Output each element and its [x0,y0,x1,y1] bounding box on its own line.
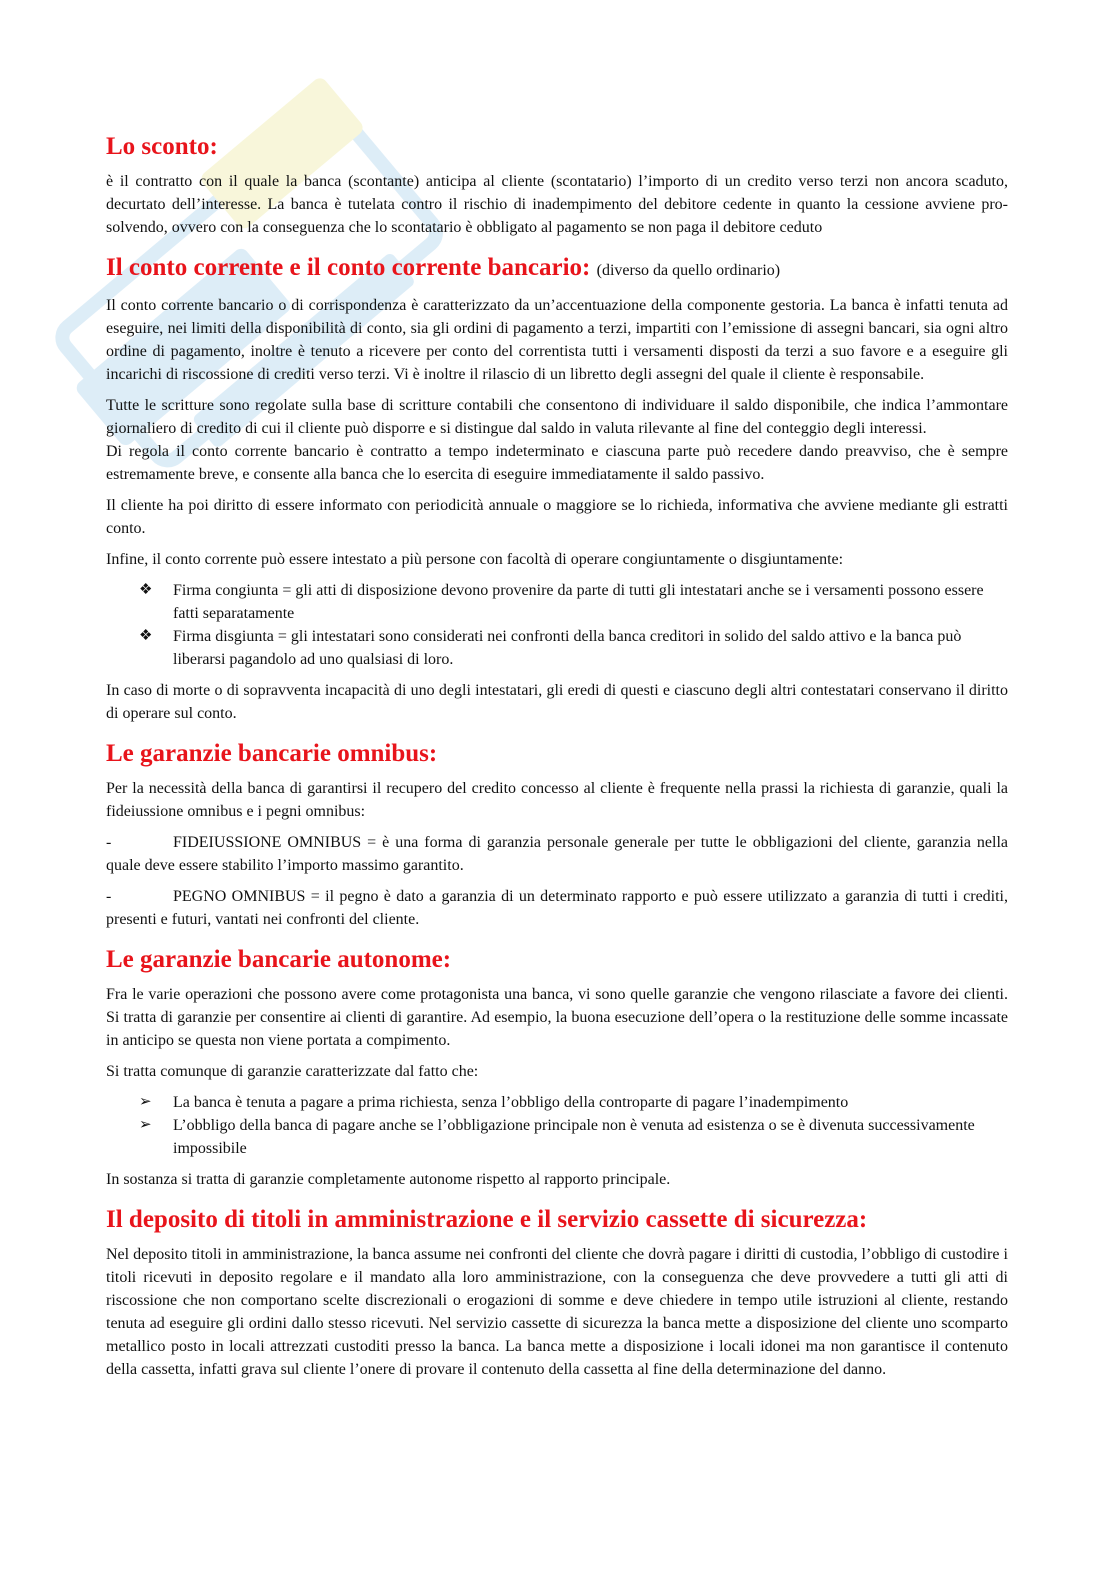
list-item-text: Firma disgiunta = gli intestatari sono considerati nei confronti della banca creditori in solido del saldo attivo e la banca può liberarsi pagandolo ad uno qualsiasi di loro. [173,628,962,668]
dash-item [106,885,1008,931]
list-item-text: Firma congiunta = gli atti di disposizione devono provenire da parte di tutti gli intestatari anche se i versamenti possono essere fatti separatamente [173,582,984,622]
section-sconto [106,132,1008,239]
list-item [106,579,1008,625]
paragraph: Per la necessità della banca di garantirsi il recupero del credito concesso al cliente è frequente nella prassi la richiesta di garanzie, quali la fideiussione omnibus e i pegni omnibus: [106,780,1008,820]
paragraph: In sostanza si tratta di garanzie completamente autonome rispetto al rapporto principale. [106,1171,671,1188]
list-item-text: La banca è tenuta a pagare a prima richiesta, senza l’obbligo della controparte di pagare l’inadempimento [173,1094,849,1111]
paragraph: è il contratto con il quale la banca (scontante) anticipa al cliente (scontatario) l’importo di un credito verso terzi non ancora scaduto, decurtato dell’interesse. La banca è tutelata contro il rischio di inadempimento del debitore cedente in quanto la cessione avviene pro-solvendo, ovvero con la conseguenza che lo scontatario è obbligato al pagamento se non paga il debitore ceduto [106,173,1008,236]
diamond-bullet-icon: ❖ [139,582,153,598]
bullet-list [106,1091,1008,1160]
paragraph: Si tratta comunque di garanzie caratterizzate dal fatto che: [106,1063,479,1080]
section-title: Le garanzie bancarie autonome: [106,946,452,973]
section-conto-corrente [106,253,1008,725]
section-title [106,253,1008,286]
dash-item-text: PEGNO OMNIBUS = il pegno è dato a garanzia di un determinato rapporto e può essere utilizzato a garanzia di tutti i crediti, presenti e futuri, vantati nei confronti del cliente. [106,888,1008,928]
arrow-bullet-icon: ➢ [139,1117,152,1133]
arrow-bullet-icon: ➢ [139,1094,152,1110]
paragraph: Il cliente ha poi diritto di essere informato con periodicità annuale o maggiore se lo richieda, informativa che avviene mediante gli estratti conto. [106,497,1008,537]
paragraph: Nel deposito titoli in amministrazione, la banca assume nei confronti del cliente che dovrà pagare i diritti di custodia, l’obbligo di custodire i titoli ricevuti in deposito regolare e il mandato alla loro amministrazione, con la conseguenza che deve provvedere a tutti gli atti di riscossione che non comportano scelte discrezionali o erogazioni di somme e deve chiedere in tempo utile istruzioni al cliente, restando tenuta ad eseguire gli ordini dallo stesso ricevuti. Nel servizio cassette di sicurezza la banca mette a disposizione del cliente uno scomparto metallico posto in locali attrezzati custoditi presso la banca. La banca mette a disposizione i locali idonei ma non garantisce il contenuto della cassetta, infatti grava sul cliente l’onere di provare il contenuto della cassetta al fine della determinazione del danno. [106,1246,1008,1378]
section-title-text: Il conto corrente e il conto corrente bancario: [106,254,591,281]
paragraph: Il conto corrente bancario o di corrispondenza è caratterizzato da un’accentuazione della componente gestoria. La banca è infatti tenuta ad eseguire, nei limiti della disponibilità di conto, sia gli ordini di pagamento a terzi, impartiti con l’emissione di assegni bancari, sia ogni altro ordine di pagamento, inoltre è tenuto a ricevere per conto del correntista tutti i versamenti disposti da terzi a suo favore e a eseguire gli incarichi di riscossione di crediti verso terzi. Vi è inoltre il rilascio di un libretto degli assegni del quale il cliente è responsabile. [106,297,1008,383]
dash-item-text: FIDEIUSSIONE OMNIBUS = è una forma di garanzia personale generale per tutte le obbligazioni del cliente, garanzia nella quale deve essere stabilito l’importo massimo garantito. [106,834,1008,874]
paragraph: Tutte le scritture sono regolate sulla base di scritture contabili che consentono di individuare il saldo disponibile, che indica l’ammontare giornaliero di credito di cui il cliente può disporre e si distingue dal saldo in valuta rilevante al fine del conteggio degli interessi. [106,397,1008,437]
section-title: Il deposito di titoli in amministrazione e il servizio cassette di sicurezza: [106,1206,868,1233]
document-page [106,128,1008,1395]
section-subtitle: (diverso da quello ordinario) [596,262,781,279]
paragraph: In caso di morte o di sopravventa incapacità di uno degli intestatari, gli eredi di questi e ciascuno degli altri contestatari conservano il diritto di operare sul conto. [106,682,1008,722]
dash-marker: - [106,834,112,851]
section-garanzie-autonome [106,945,1008,1191]
dash-item [106,831,1008,877]
section-title: Lo sconto: [106,133,218,160]
paragraph: Fra le varie operazioni che possono avere come protagonista una banca, vi sono quelle garanzie che vengono rilasciate a favore dei clienti. Si tratta di garanzie per consentire ai clienti di garantire. Ad esempio, la buona esecuzione dell’opera o la restituzione delle somme incassate in anticipo se questa non viene portata a compimento. [106,986,1008,1049]
section-garanzie-omnibus [106,739,1008,931]
bullet-list [106,579,1008,671]
list-item [106,625,1008,671]
paragraph: Infine, il conto corrente può essere intestato a più persone con facoltà di operare congiuntamente o disgiuntamente: [106,551,844,568]
section-deposito-titoli [106,1205,1008,1381]
diamond-bullet-icon: ❖ [139,628,153,644]
list-item-text: L’obbligo della banca di pagare anche se l’obbligazione principale non è venuta ad esistenza o se è divenuta successivamente impossibile [173,1117,975,1157]
list-item [106,1114,1008,1160]
list-item [106,1091,1008,1114]
paragraph: Di regola il conto corrente bancario è contratto a tempo indeterminato e ciascuna parte può recedere dando preavviso, che è sempre estremamente breve, e consente alla banca che lo esercita di eseguire immediatamente il saldo passivo. [106,443,1008,483]
dash-marker: - [106,888,112,905]
section-title: Le garanzie bancarie omnibus: [106,740,438,767]
